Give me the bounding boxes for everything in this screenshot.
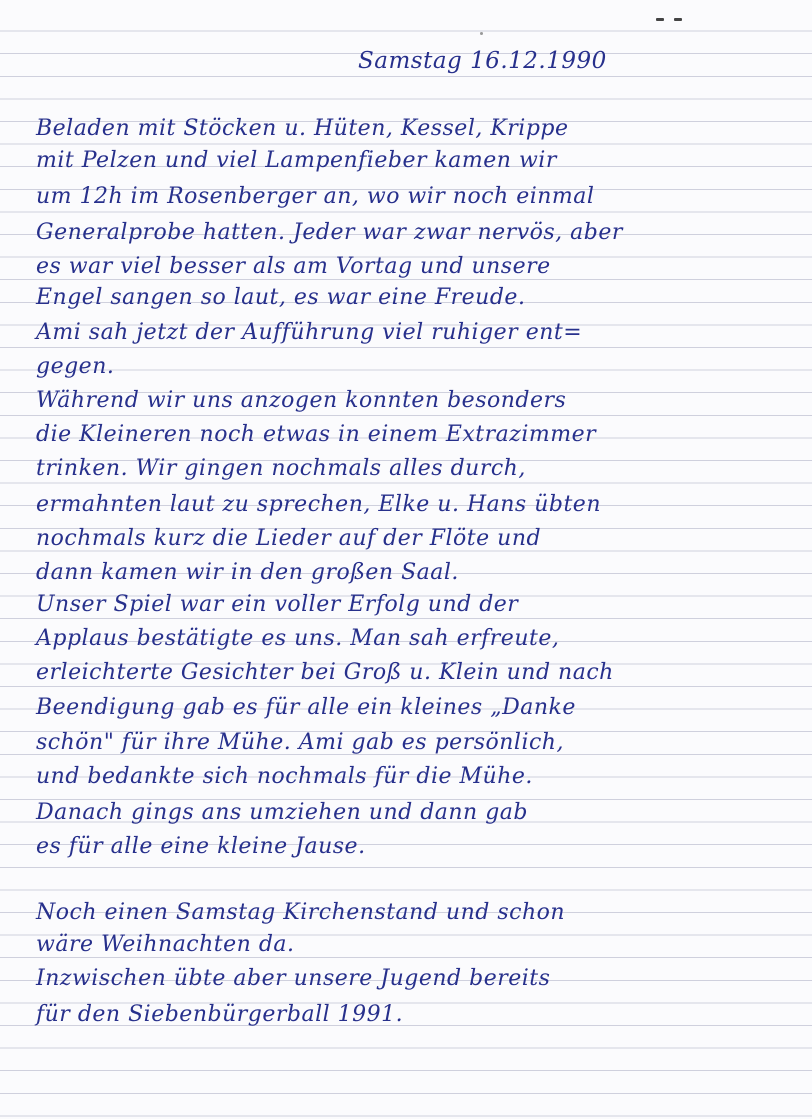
text-line: Beladen mit Stöcken u. Hüten, Kessel, Krippe	[36, 116, 569, 141]
text-line: trinken. Wir gingen nochmals alles durch,	[36, 456, 526, 481]
text-line: Generalprobe hatten. Jeder war zwar nervös, aber	[36, 220, 623, 245]
text-line: dann kamen wir in den großen Saal.	[36, 560, 459, 585]
text-line: Unser Spiel war ein voller Erfolg und der	[36, 592, 519, 617]
page-speck	[480, 32, 483, 35]
text-line: die Kleineren noch etwas in einem Extrazimmer	[36, 422, 597, 447]
text-line: nochmals kurz die Lieder auf der Flöte und	[36, 526, 542, 551]
text-line: schön" für ihre Mühe. Ami gab es persönlich,	[36, 730, 564, 755]
entry-date: Samstag 16.12.1990	[358, 48, 607, 74]
page-mark	[656, 18, 664, 21]
text-line: Engel sangen so laut, es war eine Freude.	[36, 285, 526, 310]
text-line: wäre Weihnachten da.	[36, 932, 295, 957]
text-line: und bedankte sich nochmals für die Mühe.	[36, 764, 533, 789]
text-line: Beendigung gab es für alle ein kleines „Danke	[36, 695, 576, 720]
text-line: Danach gings ans umziehen und dann gab	[36, 800, 528, 825]
text-line: Inzwischen übte aber unsere Jugend bereits	[36, 966, 551, 991]
text-line: Noch einen Samstag Kirchenstand und schon	[36, 900, 566, 925]
text-line: Während wir uns anzogen konnten besonders	[36, 388, 567, 413]
text-line: erleichterte Gesichter bei Groß u. Klein und nach	[36, 660, 614, 685]
text-line: mit Pelzen und viel Lampenfieber kamen wir	[36, 148, 557, 173]
text-line: Applaus bestätigte es uns. Man sah erfreute,	[36, 626, 560, 651]
text-line: gegen.	[36, 354, 115, 379]
text-line: für den Siebenbürgerball 1991.	[36, 1002, 404, 1027]
text-line: um 12h im Rosenberger an, wo wir noch einmal	[36, 184, 595, 209]
text-line: ermahnten laut zu sprechen, Elke u. Hans übten	[36, 492, 601, 517]
page-mark	[674, 18, 682, 21]
text-line: es war viel besser als am Vortag und unsere	[36, 254, 551, 279]
text-line: es für alle eine kleine Jause.	[36, 834, 366, 859]
text-line: Ami sah jetzt der Aufführung viel ruhiger ent=	[36, 320, 583, 345]
